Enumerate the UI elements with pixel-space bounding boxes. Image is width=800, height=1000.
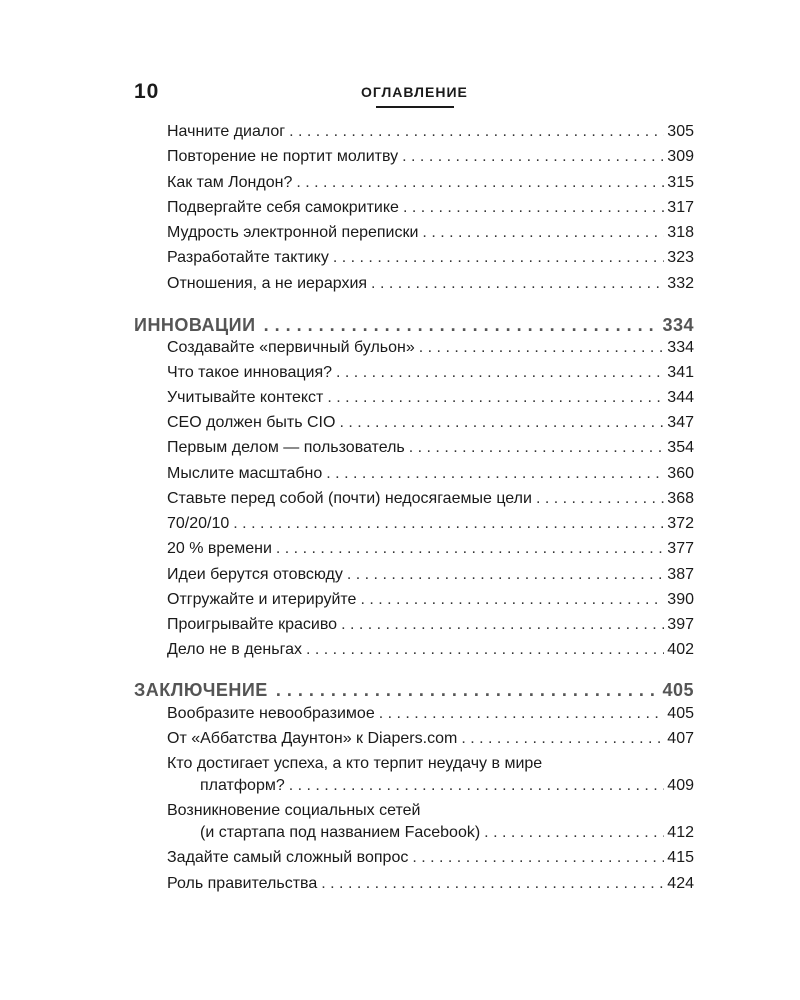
toc-entry [167, 874, 694, 894]
toc-entry-page: 409 [667, 777, 694, 794]
toc-leader-dots [339, 413, 664, 433]
toc-entry-title: Повторение не портит молитву [167, 148, 399, 165]
toc-entry-title: Задайте самый сложный вопрос [167, 849, 409, 866]
toc-entry-title: Как там Лондон? [167, 174, 293, 191]
toc-entry-title-line1: Возникновение социальных сетей [167, 802, 421, 819]
toc-leader-dots [402, 147, 664, 167]
toc-entry [167, 223, 694, 243]
toc-entry-page: 341 [667, 364, 694, 381]
toc-section-page: 334 [662, 315, 694, 335]
toc-entry [200, 823, 694, 843]
toc-leader-dots [276, 539, 664, 559]
toc-leader-dots [461, 729, 664, 749]
toc-entry-page: 347 [667, 414, 694, 431]
toc-entry-page: 368 [667, 490, 694, 507]
toc-entry-page: 315 [667, 174, 694, 191]
toc-entry [167, 438, 694, 458]
toc-entry-title: Дело не в деньгах [167, 641, 302, 658]
toc-entry [167, 640, 694, 660]
toc-section-title: ЗАКЛЮЧЕНИЕ [134, 680, 268, 700]
toc-entry [167, 464, 694, 484]
toc-section-page: 405 [662, 680, 694, 700]
toc-section-title: ИННОВАЦИИ [134, 315, 256, 335]
toc-entry [167, 363, 694, 383]
toc-leader-dots [409, 438, 665, 458]
toc-leader-dots [419, 338, 665, 358]
toc-entry-page: 323 [667, 249, 694, 266]
toc-leader-dots [412, 848, 664, 868]
toc-entry-title: CEO должен быть CIO [167, 414, 336, 431]
toc-leader-dots [336, 363, 664, 383]
toc-leader-dots [341, 615, 664, 635]
toc-entry [167, 173, 694, 193]
toc-entry [167, 274, 694, 294]
toc-entry [167, 338, 694, 358]
toc-leader-dots [371, 274, 664, 294]
toc-entry [167, 489, 694, 509]
toc-entry-page: 305 [667, 123, 694, 140]
toc-entry-title: Мудрость электронной переписки [167, 224, 419, 241]
toc-entry-title: Ставьте перед собой (почти) недосягаемые цели [167, 490, 532, 507]
toc-entry-page: 334 [667, 339, 694, 356]
toc-entry [167, 514, 694, 534]
toc-entry-title: Мыслите масштабно [167, 465, 323, 482]
toc-entry-page: 377 [667, 540, 694, 557]
toc-entry-title: Отношения, а не иерархия [167, 275, 368, 292]
toc-entry [167, 248, 694, 268]
toc-leader-dots [289, 776, 665, 796]
toc-entry-title: Разработайте тактику [167, 249, 329, 266]
toc-entry [167, 147, 694, 167]
toc-leader-dots [333, 248, 664, 268]
toc-entry [167, 704, 694, 724]
toc-entry-title: (и стартапа под названием Facebook) [200, 824, 481, 841]
toc-entry-page: 354 [667, 439, 694, 456]
toc-entry-title: Создавайте «первичный бульон» [167, 339, 415, 356]
toc-entry-page: 318 [667, 224, 694, 241]
toc-leader-dots [233, 514, 664, 534]
toc-entry-title: платформ? [200, 777, 285, 794]
toc-leader-dots [306, 640, 664, 660]
toc-leader-dots [264, 314, 655, 336]
toc-entry-page: 332 [667, 275, 694, 292]
toc-entry-page: 360 [667, 465, 694, 482]
toc-entry [167, 565, 694, 585]
toc-entry-page: 397 [667, 616, 694, 633]
toc-entry [200, 776, 694, 796]
toc-leader-dots [536, 489, 664, 509]
toc-entry-page: 402 [667, 641, 694, 658]
toc-entry-page: 317 [667, 199, 694, 216]
toc-entry-page: 407 [667, 730, 694, 747]
toc-entry-page: 424 [667, 875, 694, 892]
toc-leader-dots [289, 122, 664, 142]
toc-entry-title: Что такое инновация? [167, 364, 333, 381]
toc-entry-title: Первым делом — пользователь [167, 439, 405, 456]
toc-entry [167, 413, 694, 433]
toc-entry [167, 539, 694, 559]
toc-leader-dots [321, 874, 664, 894]
toc-entry-title-line1: Кто достигает успеха, а кто терпит неудачу в мире [167, 755, 543, 772]
toc-entry [167, 590, 694, 610]
toc-entry [167, 848, 694, 868]
toc-leader-dots [276, 679, 655, 701]
toc-entry-title: Вообразите невообразимое [167, 705, 375, 722]
toc-leader-dots [327, 388, 664, 408]
toc-entry [167, 122, 694, 142]
toc-entry-page: 390 [667, 591, 694, 608]
toc-entry-page: 344 [667, 389, 694, 406]
toc-leader-dots [379, 704, 665, 724]
toc-entry-page: 372 [667, 515, 694, 532]
toc-entry-title: От «Аббатства Даунтон» к Diapers.com [167, 730, 458, 747]
toc-leader-dots [296, 173, 664, 193]
toc-leader-dots [326, 464, 664, 484]
toc-entry-title: Отгружайте и итерируйте [167, 591, 357, 608]
toc-entry-title: Начните диалог [167, 123, 286, 140]
running-header-title: ОГЛАВЛЕНИЕ [361, 84, 468, 100]
toc-entry [167, 729, 694, 749]
toc-leader-dots [403, 198, 664, 218]
toc-entry-title: 20 % времени [167, 540, 272, 557]
toc-leader-dots [347, 565, 664, 585]
toc-entry-title: Роль правительства [167, 875, 318, 892]
toc-section-heading [134, 314, 694, 336]
toc-entry-title: Проигрывайте красиво [167, 616, 338, 633]
toc-section-heading [134, 679, 694, 701]
toc-entry-page: 387 [667, 566, 694, 583]
toc-entry-title: 70/20/10 [167, 515, 230, 532]
toc-entry-page: 415 [667, 849, 694, 866]
toc-entry-page: 412 [667, 824, 694, 841]
toc-entry [167, 388, 694, 408]
toc-entry-page: 309 [667, 148, 694, 165]
toc-entry-page: 405 [667, 705, 694, 722]
toc-entry-title: Идеи берутся отовсюду [167, 566, 343, 583]
toc-entry [167, 615, 694, 635]
header-underline [376, 106, 454, 108]
toc-leader-dots [360, 590, 664, 610]
page-number: 10 [134, 80, 160, 103]
toc-entry-title: Учитывайте контекст [167, 389, 324, 406]
toc-entry [167, 198, 694, 218]
toc-entry-title: Подвергайте себя самокритике [167, 199, 399, 216]
toc-leader-dots [484, 823, 664, 843]
toc-leader-dots [422, 223, 664, 243]
